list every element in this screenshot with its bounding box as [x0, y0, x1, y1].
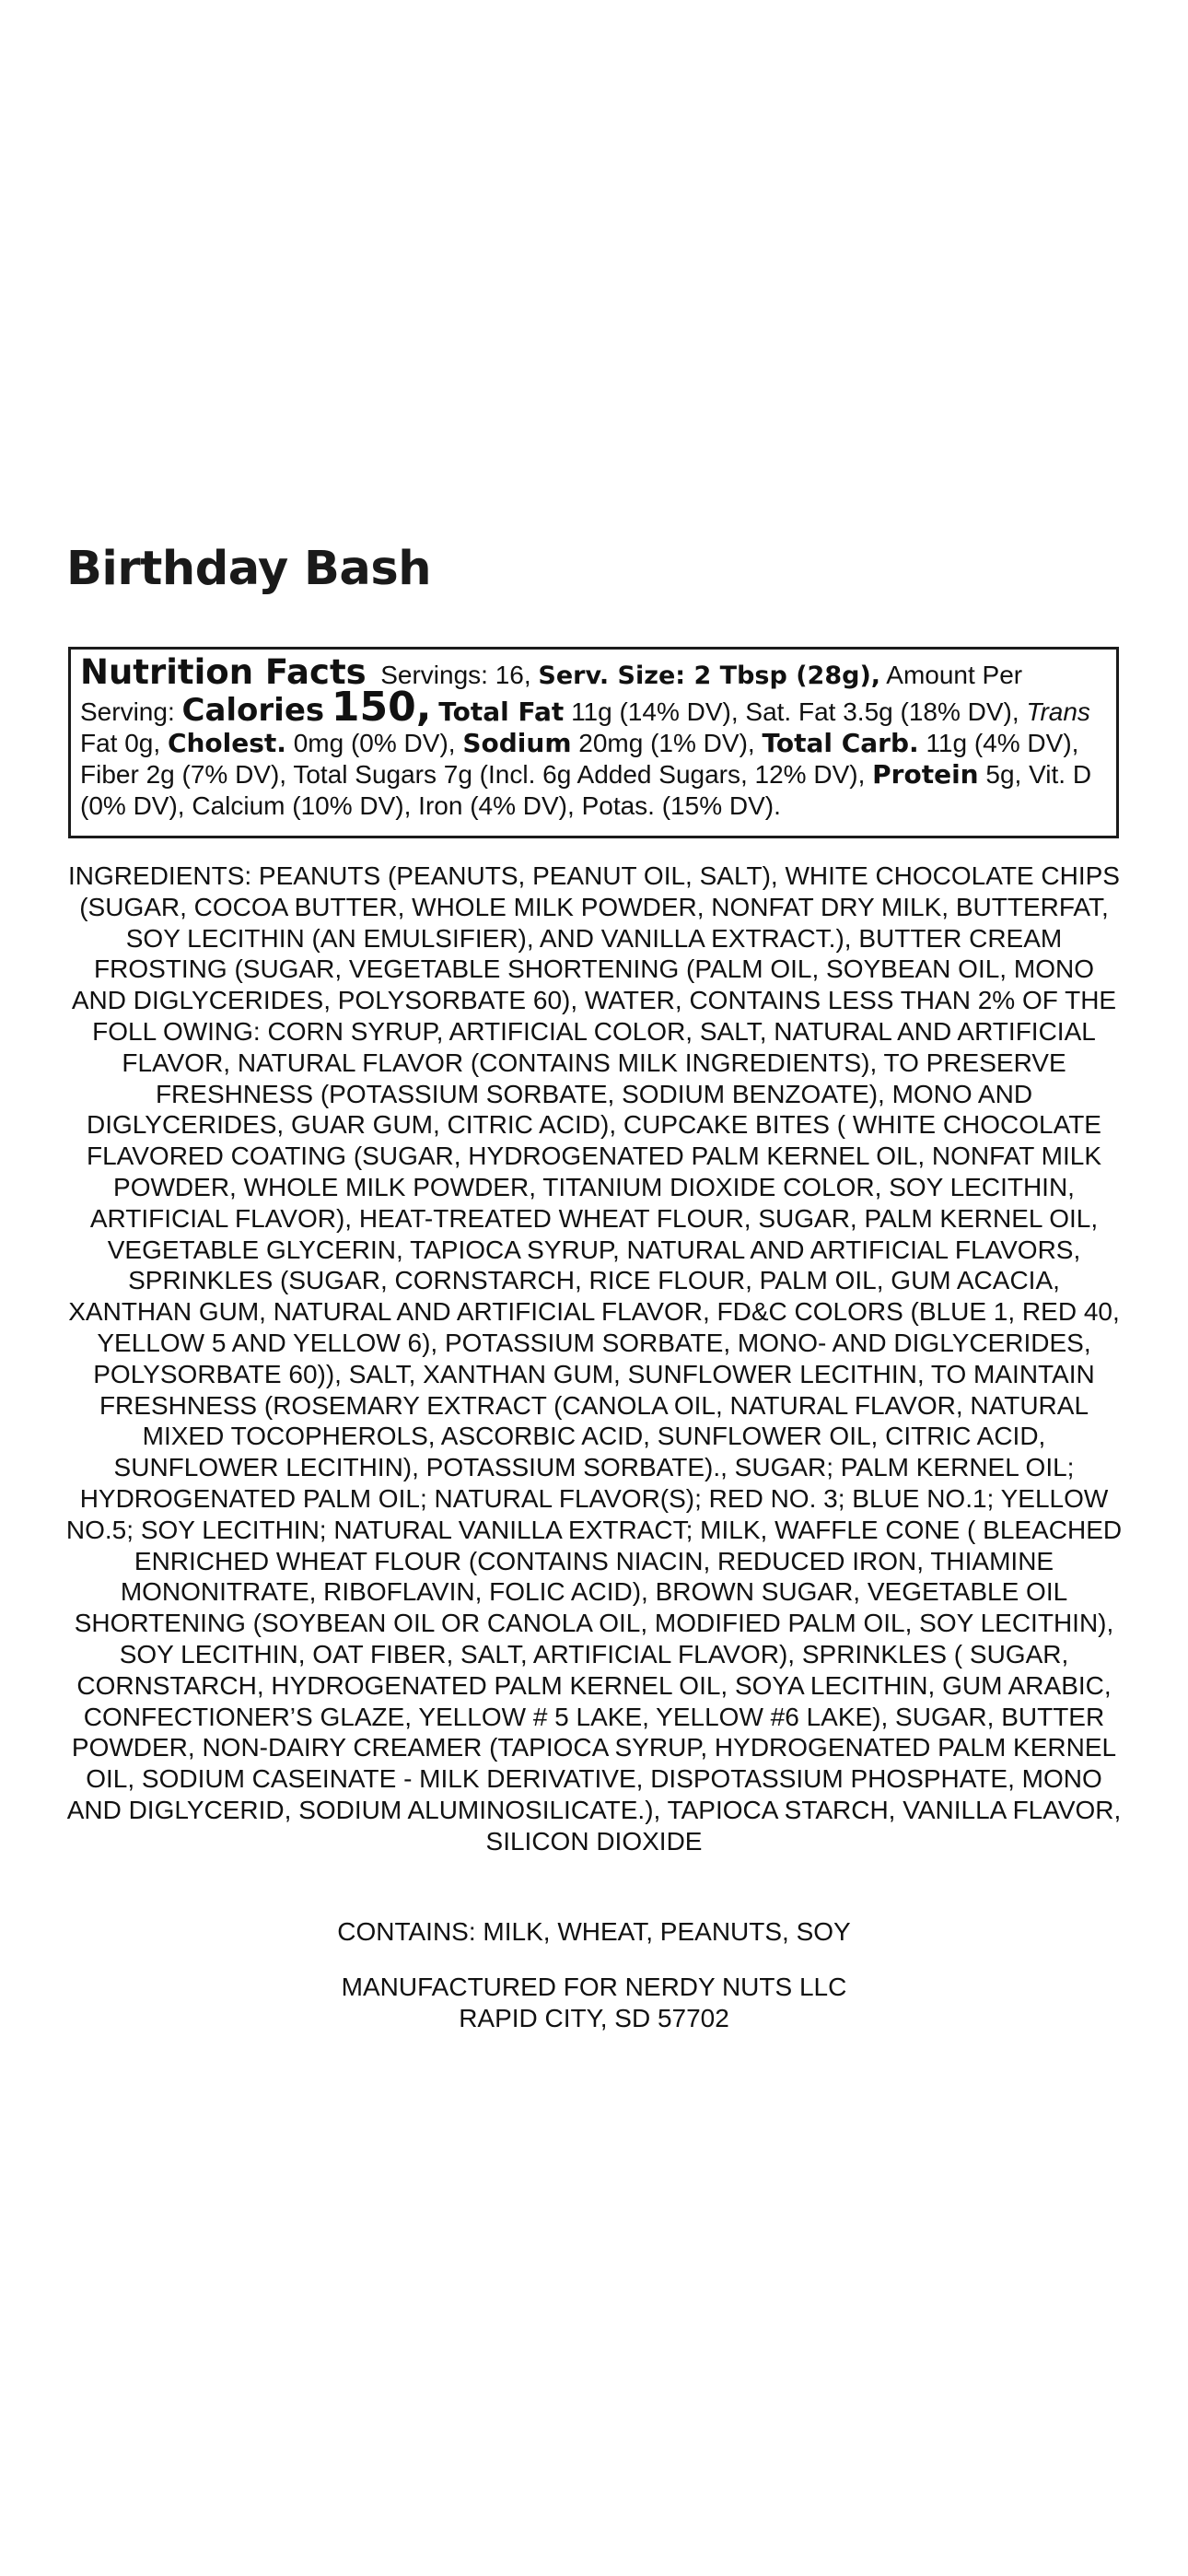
- total-fat-label: Total Fat: [438, 697, 565, 727]
- protein-label: Protein: [872, 759, 979, 790]
- total-carb-value: 11g (4% DV), Fiber 2g (7% DV), Total Sugars 7g (Incl. 6g Added Sugars, 12% DV),: [80, 729, 1079, 789]
- total-carb-label: Total Carb.: [762, 728, 919, 758]
- serving-size-text: Serv. Size: 2 Tbsp (28g),: [538, 662, 881, 690]
- sodium-value: 20mg (1% DV),: [578, 729, 755, 757]
- cholesterol-value: 0mg (0% DV),: [293, 729, 456, 757]
- servings-text: Servings: 16,: [380, 661, 531, 689]
- calories-value: 150,: [331, 684, 432, 731]
- nutrition-facts-heading: Nutrition Facts: [80, 652, 367, 692]
- manufacturer-name: MANUFACTURED FOR NERDY NUTS LLC: [341, 1973, 847, 2001]
- calories-label: Calories: [181, 692, 325, 729]
- protein-value: 5g, Vit. D (0% DV), Calcium (10% DV), Iron (4% DV), Potas. (15% DV).: [80, 760, 1092, 820]
- allergen-statement: CONTAINS: MILK, WHEAT, PEANUTS, SOY: [337, 1917, 851, 1946]
- manufacturer-address: RAPID CITY, SD 57702: [459, 2004, 729, 2032]
- nutrition-facts-panel: [68, 647, 1119, 838]
- sodium-label: Sodium: [462, 728, 572, 758]
- manufacturer-info: [64, 1972, 1124, 2034]
- amount-per-serving-text: Amount Per Serving:: [80, 661, 1023, 726]
- ingredients-list: INGREDIENTS: PEANUTS (PEANUTS, PEANUT OIL, SALT), WHITE CHOCOLATE CHIPS (SUGAR, COCOA BUTTER, WHOLE MILK POWDER, NONFAT DRY MILK, BUTTERFAT, SOY LECITHIN (AN EMULSIFIER), AND VANILLA EXTRACT.), BUTTER CREAM FROSTING (SUGAR, VEGETABLE SHORTENING (PALM OIL, SOYBEAN OIL, MONO AND DIGLYCERIDES, POLYSORBATE 60), WATER, CONTAINS LESS THAN 2% OF THE FOLL OWING: CORN SYRUP, ARTIFICIAL COLOR, SALT, NATURAL AND ARTIFICIAL FLAVOR, NATURAL FLAVOR (CONTAINS MILK INGREDIENTS), TO PRESERVE FRESHNESS (POTASSIUM SORBATE, SODIUM BENZOATE), MONO AND DIGLYCERIDES, GUAR GUM, CITRIC ACID), CUPCAKE BITES ( WHITE CHOCOLATE FLAVORED COATING (SUGAR, HYDROGENATED PALM KERNEL OIL, NONFAT MILK POWDER, WHOLE MILK POWDER, TITANIUM DIOXIDE COLOR, SOY LECITHIN, ARTIFICIAL FLAVOR), HEAT-TREATED WHEAT FLOUR, SUGAR, PALM KERNEL OIL, VEGETABLE GLYCERIN, TAPIOCA SYRUP, NATURAL AND ARTIFICIAL FLAVORS, SPRINKLES (SUGAR, CORNSTARCH, RICE FLOUR, PALM OIL, GUM ACACIA, XANTHAN GUM, NATURAL AND ARTIFICIAL FLAVOR, FD&C COLORS (BLUE 1, RED 40, YELLOW 5 AND YELLOW 6), POTASSIUM SORBATE, MONO- AND DIGLYCERIDES, POLYSORBATE 60)), SALT, XANTHAN GUM, SUNFLOWER LECITHIN, TO MAINTAIN FRESHNESS (ROSEMARY EXTRACT (CANOLA OIL, NATURAL FLAVOR, NATURAL MIXED TOCOPHEROLS, ASCORBIC ACID, SUNFLOWER OIL, CITRIC ACID, SUNFLOWER LECITHIN), POTASSIUM SORBATE)., SUGAR; PALM KERNEL OIL; HYDROGENATED PALM OIL; NATURAL FLAVOR(S); RED NO. 3; BLUE NO.1; YELLOW NO.5; SOY LECITHIN; NATURAL VANILLA EXTRACT; MILK, WAFFLE CONE ( BLEACHED ENRICHED WHEAT FLOUR (CONTAINS NIACIN, REDUCED IRON, THIAMINE MONONITRATE, RIBOFLAVIN, FOLIC ACID), BROWN SUGAR, VEGETABLE OIL SHORTENING (SOYBEAN OIL OR CANOLA OIL, MODIFIED PALM OIL, SOY LECITHIN), SOY LECITHIN, OAT FIBER, SALT, ARTIFICIAL FLAVOR), SPRINKLES ( SUGAR, CORNSTARCH, HYDROGENATED PALM KERNEL OIL, SOYA LECITHIN, GUM ARABIC, CONFECTIONER’S GLAZE, YELLOW # 5 LAKE, YELLOW #6 LAKE), SUGAR, BUTTER POWDER, NON-DAIRY CREAMER (TAPIOCA SYRUP, HYDROGENATED PALM KERNEL OIL, SODIUM CASEINATE - MILK DERIVATIVE, DISPOTASSIUM PHOSPHATE, MONO AND DIGLYCERID, SODIUM ALUMINOSILICATE.), TAPIOCA STARCH, VANILLA FLAVOR, SILICON DIOXIDE: [65, 861, 1123, 1856]
- total-fat-value: 11g (14% DV), Sat. Fat 3.5g (18% DV),: [571, 697, 1019, 726]
- trans-fat-value: Fat 0g,: [80, 729, 161, 757]
- product-title: Birthday Bash: [66, 542, 431, 596]
- cholesterol-label: Cholest.: [167, 728, 286, 758]
- trans-fat-label: Trans: [1026, 697, 1090, 726]
